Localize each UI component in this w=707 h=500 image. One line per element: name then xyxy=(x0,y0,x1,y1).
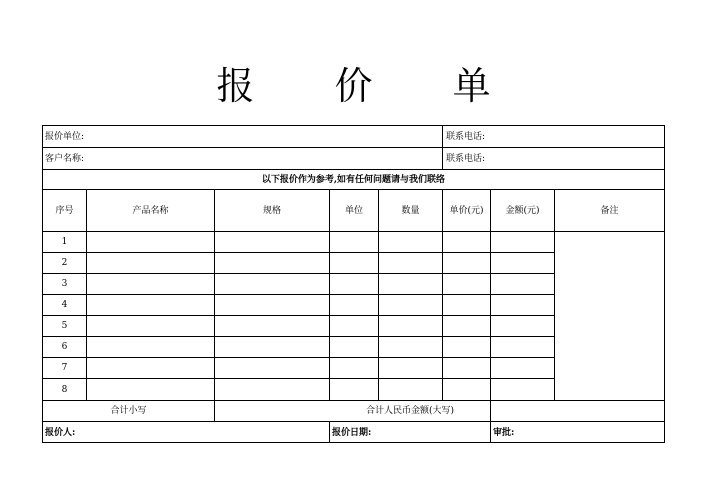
column-header: 产品名称 xyxy=(132,206,169,216)
row-number: 8 xyxy=(61,385,68,395)
col-divider xyxy=(442,189,443,400)
row-number: 4 xyxy=(61,300,68,310)
column-header: 单价(元) xyxy=(449,206,484,216)
row-divider xyxy=(43,252,554,253)
row-number: 6 xyxy=(61,342,68,352)
total-rmb-label: 合计人民币金额(大写) xyxy=(365,406,455,416)
phone-label: 联系电话: xyxy=(446,132,486,142)
row-divider xyxy=(43,189,664,190)
col-divider xyxy=(214,189,215,421)
column-header: 规格 xyxy=(262,206,281,216)
row-divider xyxy=(43,378,554,379)
col-divider xyxy=(86,189,87,400)
row-divider xyxy=(43,147,664,148)
quoter-label: 报价人: xyxy=(45,428,76,438)
row-divider xyxy=(43,357,554,358)
row-divider xyxy=(43,315,554,316)
row-number: 2 xyxy=(61,258,68,268)
notice-text: 以下报价作为参考,如有任何问题请与我们联络 xyxy=(261,175,446,185)
row-divider xyxy=(43,400,664,401)
date-label: 报价日期: xyxy=(332,428,372,438)
row-divider xyxy=(43,231,664,232)
col-divider xyxy=(490,400,491,443)
col-divider xyxy=(554,189,555,400)
column-header: 备注 xyxy=(600,206,619,216)
row-divider xyxy=(43,336,554,337)
row-divider xyxy=(43,169,664,170)
subtotal-label: 合计小写 xyxy=(110,406,147,416)
row-divider xyxy=(43,294,554,295)
quotation-table xyxy=(42,125,665,443)
row-number: 3 xyxy=(61,279,68,289)
row-number: 1 xyxy=(61,237,68,247)
company-label: 报价单位: xyxy=(45,132,85,142)
phone-label: 联系电话: xyxy=(446,154,486,164)
col-divider xyxy=(442,126,443,169)
row-divider xyxy=(43,421,664,422)
column-header: 金额(元) xyxy=(505,206,540,216)
customer-label: 客户名称: xyxy=(45,154,85,164)
page-title: 报 价 单 xyxy=(216,64,525,108)
row-number: 7 xyxy=(61,363,68,373)
column-header: 单位 xyxy=(344,206,363,216)
column-header: 数量 xyxy=(401,206,420,216)
col-divider xyxy=(490,189,491,400)
column-header: 序号 xyxy=(55,206,74,216)
col-divider xyxy=(329,421,330,443)
row-divider xyxy=(43,273,554,274)
col-divider xyxy=(378,189,379,400)
col-divider xyxy=(329,189,330,400)
row-number: 5 xyxy=(61,321,68,331)
approval-label: 审批: xyxy=(493,428,515,438)
